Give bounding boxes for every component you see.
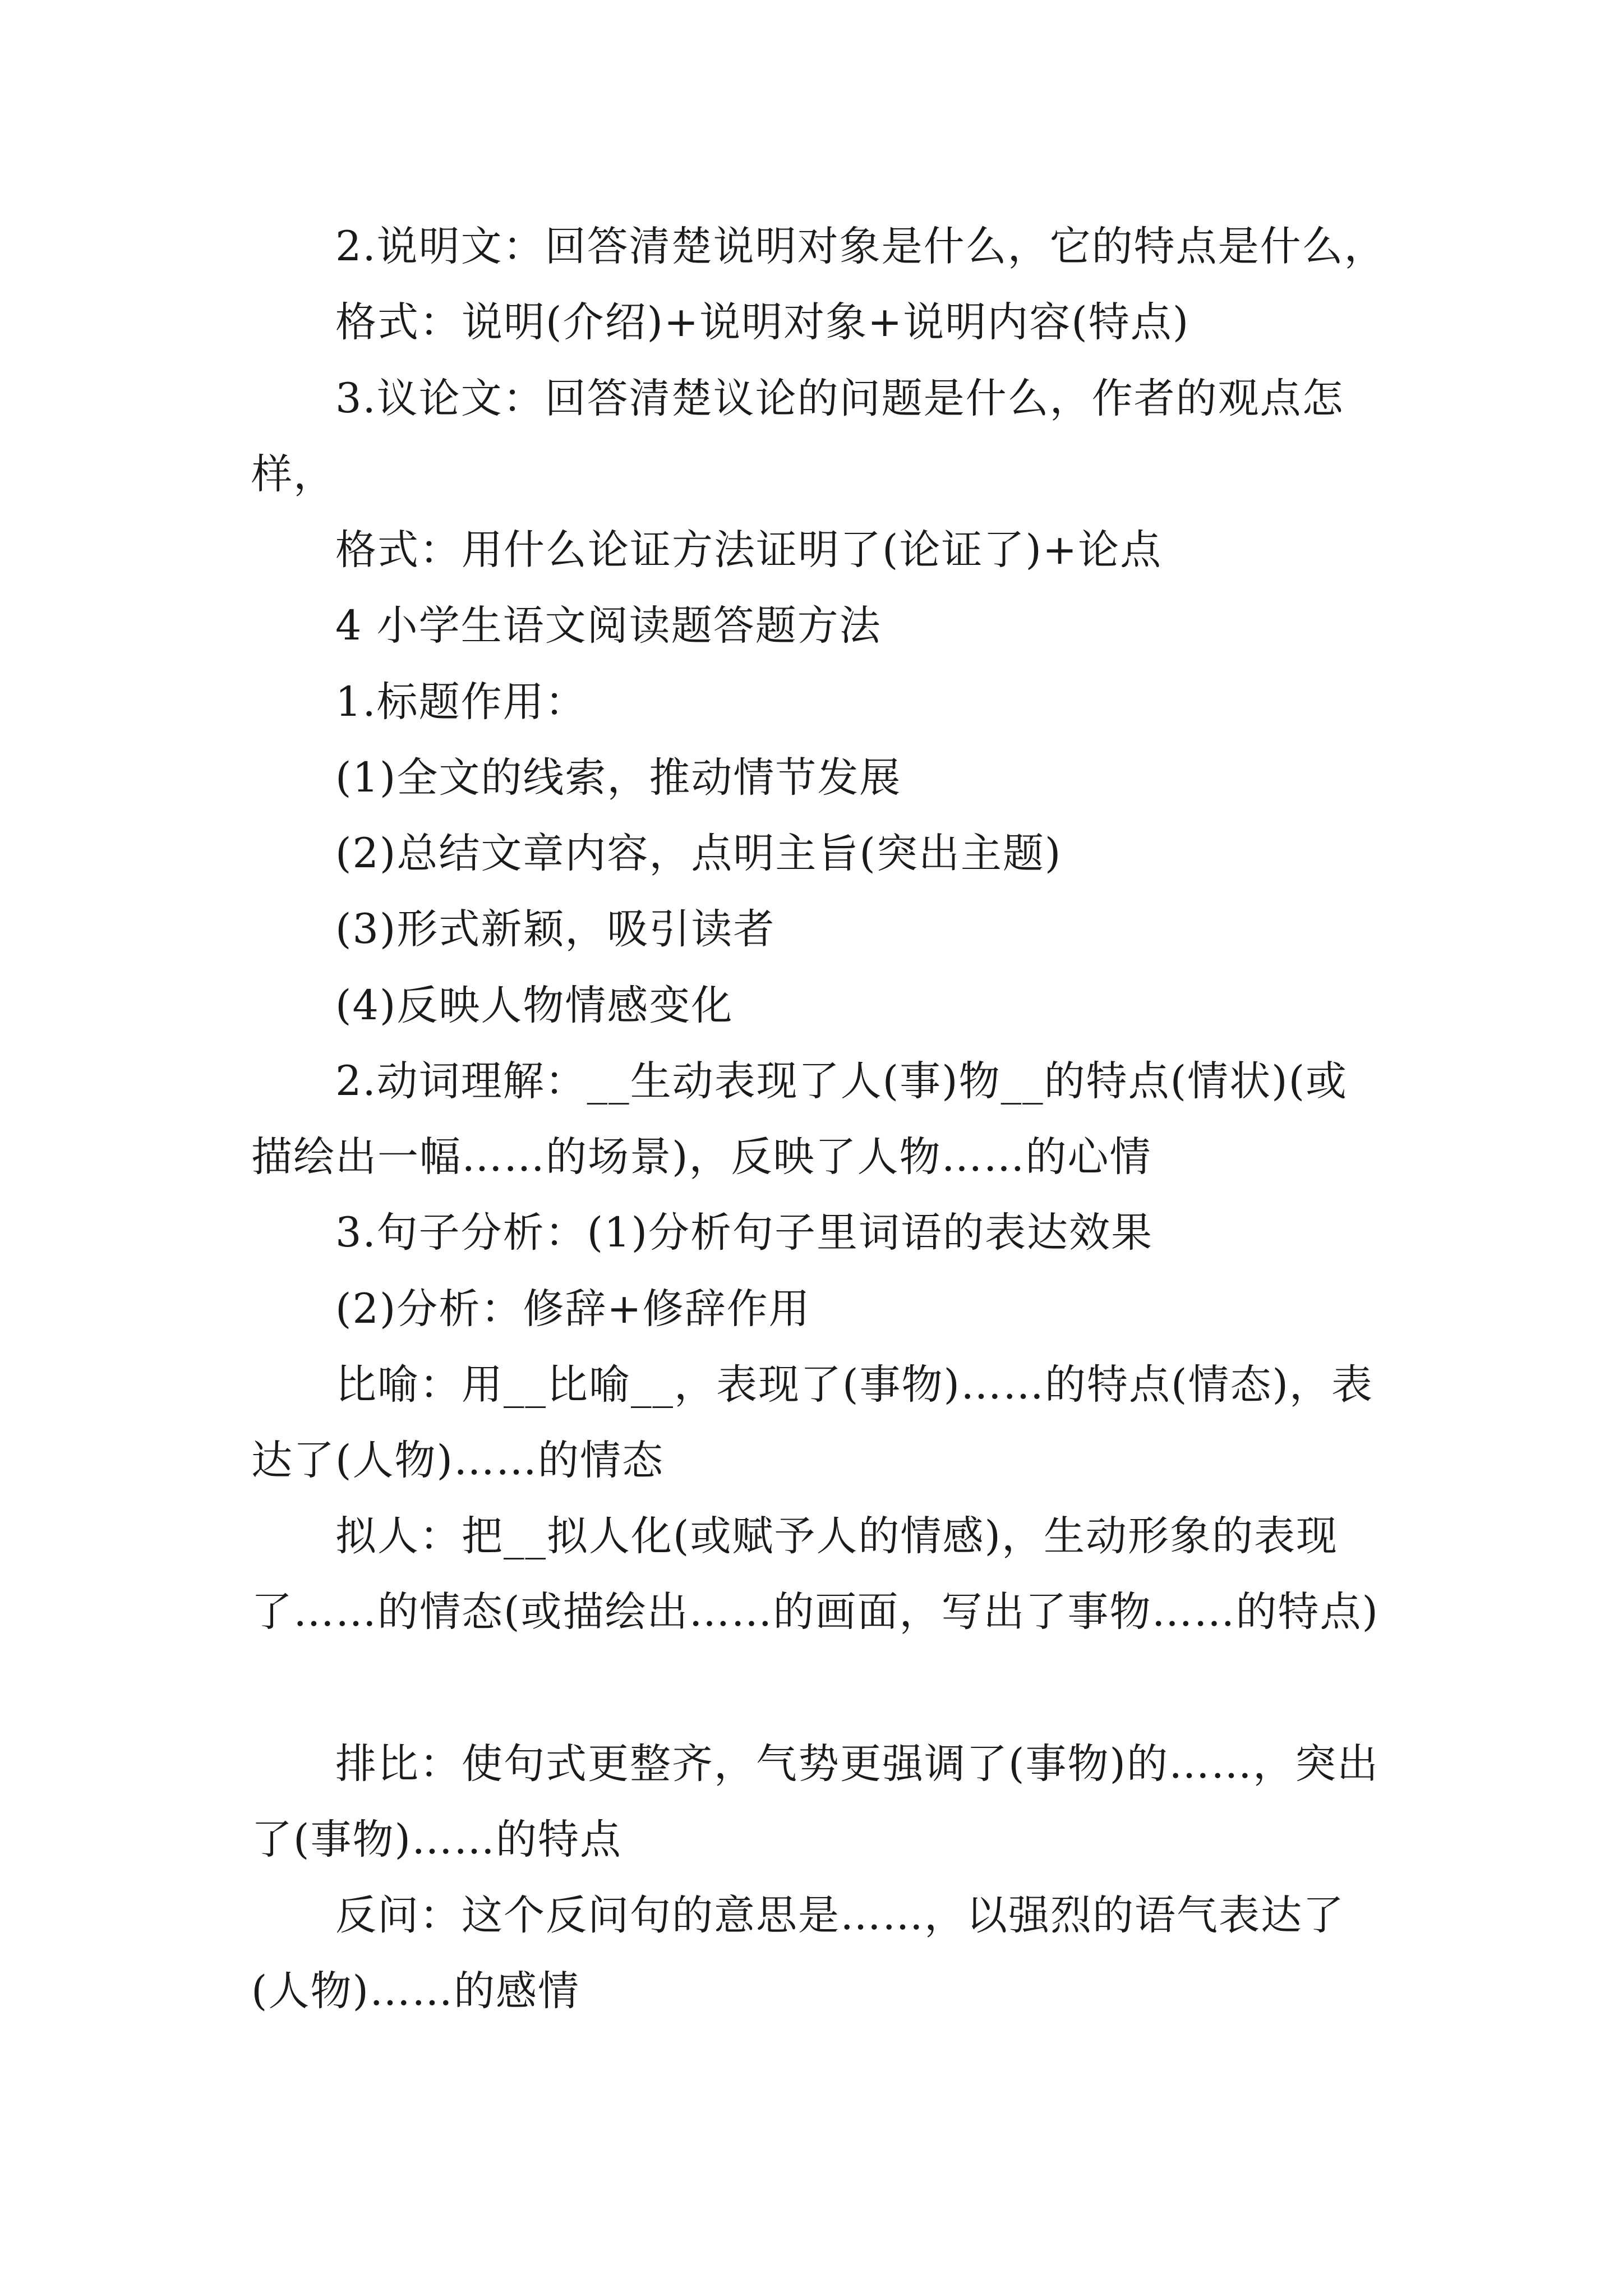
list-item: (3)形式新颖，吸引读者 xyxy=(335,905,776,953)
paragraph-parallelism: 排比：使句式更整齐，气势更强调了(事物)的……，突出了(事物)……的特点 xyxy=(251,1740,1379,1864)
list-item: (4)反映人物情感变化 xyxy=(335,982,734,1029)
paragraph-metaphor: 比喻：用__比喻__，表现了(事物)……的特点(情态)，表达了(人物)……的情态 xyxy=(251,1361,1373,1484)
paragraph-title-function: 1.标题作用： xyxy=(335,678,587,726)
paragraph-rhetorical-question: 反问：这个反问句的意思是……，以强烈的语气表达了(人物)……的感情 xyxy=(251,1892,1345,2015)
paragraph-verb-understanding: 2.动词理解：__生动表现了人(事)物__的特点(情状)(或描绘出一幅……的场景)，反映了人物……的心情 xyxy=(251,1057,1348,1181)
paragraph-sentence-analysis: 3.句子分析：(1)分析句子里词语的表达效果 xyxy=(335,1209,1154,1257)
section-heading: 4 小学生语文阅读题答题方法 xyxy=(335,602,882,650)
paragraph-expository-format: 格式：说明(介绍)+说明对象+说明内容(特点) xyxy=(335,298,1190,346)
paragraph-rhetoric: (2)分析：修辞+修辞作用 xyxy=(335,1285,811,1333)
paragraph-argumentative-format: 格式：用什么论证方法证明了(论证了)+论点 xyxy=(335,526,1163,574)
list-item: (2)总结文章内容，点明主旨(突出主题) xyxy=(335,830,1062,877)
paragraph-personification: 拟人：把__拟人化(或赋予人的情感)，生动形象的表现了……的情态(或描绘出……的画面，写出了事物……的特点) xyxy=(251,1512,1379,1636)
paragraph-argumentative: 3.议论文：回答清楚议论的问题是什么，作者的观点怎样， xyxy=(251,375,1344,498)
paragraph-expository: 2.说明文：回答清楚说明对象是什么，它的特点是什么， xyxy=(335,223,1386,270)
list-item: (1)全文的线索，推动情节发展 xyxy=(335,754,902,802)
